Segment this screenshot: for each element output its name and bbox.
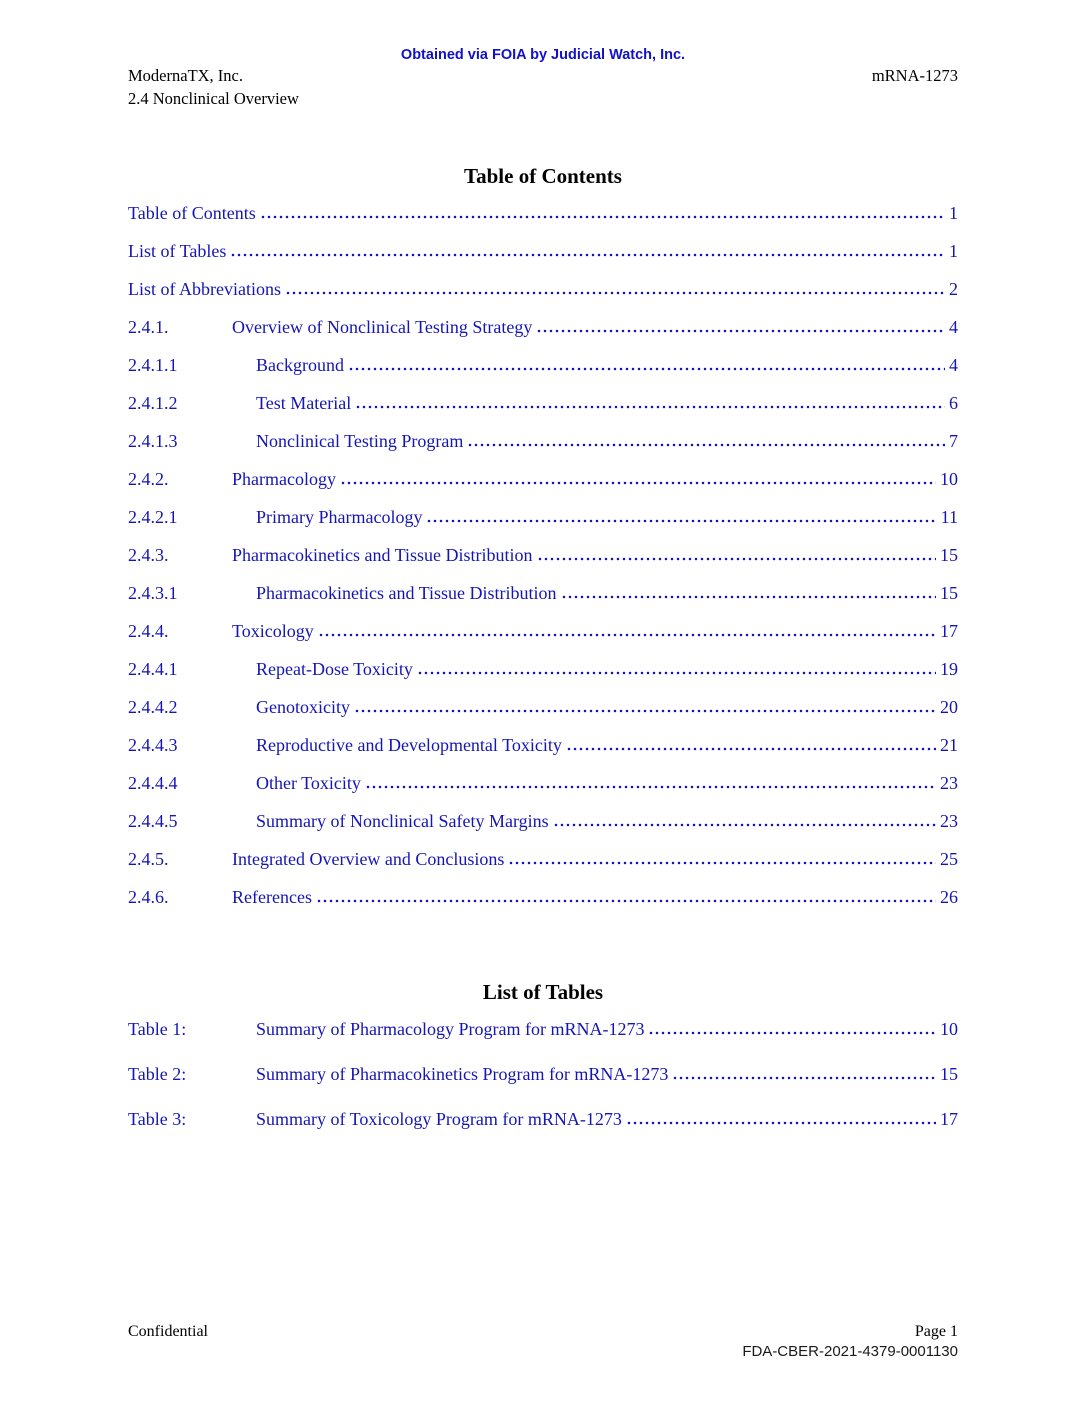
product-code: mRNA-1273 <box>871 66 958 85</box>
toc-entry-page: 11 <box>940 507 958 527</box>
toc-entry-title: Background <box>256 355 344 375</box>
toc-entry-page: 20 <box>940 697 958 717</box>
foia-watermark: Obtained via FOIA by Judicial Watch, Inc. <box>400 47 686 63</box>
page-content <box>128 0 958 1153</box>
toc-entry-number: 2.4.2.1 <box>128 507 178 527</box>
company-name: ModernaTX, Inc. <box>128 66 244 85</box>
toc-entry-number: 2.4.4.4 <box>128 773 178 793</box>
toc-entry-title: Nonclinical Testing Program <box>256 431 464 451</box>
toc-entry[interactable] <box>128 354 958 376</box>
toc-entry[interactable] <box>128 810 958 832</box>
dotted-leader <box>260 215 945 219</box>
lot-entry-page: 10 <box>940 1019 958 1039</box>
toc-entry[interactable] <box>128 316 958 338</box>
dotted-leader <box>553 823 936 827</box>
toc-entry[interactable] <box>128 848 958 870</box>
toc-entry[interactable] <box>128 658 958 680</box>
toc-entry-number: 2.4.1.2 <box>128 393 178 413</box>
dotted-leader <box>561 595 937 599</box>
lot-entry-title: Summary of Pharmacology Program for mRNA-1273 <box>256 1019 645 1039</box>
toc-entry[interactable] <box>128 696 958 718</box>
lot-entry[interactable] <box>128 1108 958 1130</box>
toc-entry-number: 2.4.4.5 <box>128 811 178 831</box>
toc-entry[interactable] <box>128 392 958 414</box>
toc-entry-number: 2.4.5. <box>128 849 169 869</box>
dotted-leader <box>648 1031 936 1035</box>
toc-entry-title: Reproductive and Developmental Toxicity <box>256 735 562 755</box>
toc-entry-page: 25 <box>940 849 958 869</box>
toc-entry-page: 10 <box>940 469 958 489</box>
toc-entry-title: Pharmacology <box>232 469 336 489</box>
toc-heading: Table of Contents <box>464 164 622 188</box>
dotted-leader <box>537 557 937 561</box>
toc-entry[interactable] <box>128 430 958 452</box>
toc-entry-number: 2.4.1.1 <box>128 355 178 375</box>
toc-entry-title: List of Tables <box>128 241 227 261</box>
dotted-leader <box>354 709 936 713</box>
toc-entry-title: Integrated Overview and Conclusions <box>232 849 505 869</box>
toc-entry-title: List of Abbreviations <box>128 279 281 299</box>
dotted-leader <box>417 671 936 675</box>
confidential-label: Confidential <box>128 1323 208 1340</box>
toc-entry-number: 2.4.1.3 <box>128 431 178 451</box>
document-section: 2.4 Nonclinical Overview <box>128 89 299 108</box>
toc-entry-title: Other Toxicity <box>256 773 361 793</box>
toc-entry-title: Repeat-Dose Toxicity <box>256 659 413 679</box>
dotted-leader <box>230 253 945 257</box>
toc-entry-title: References <box>232 887 312 907</box>
toc-entry-page: 6 <box>949 393 958 413</box>
toc-entry[interactable] <box>128 582 958 604</box>
dotted-leader <box>467 443 945 447</box>
toc-entry-number: 2.4.4.3 <box>128 735 178 755</box>
toc-entry-title: Genotoxicity <box>256 697 350 717</box>
lot-entries <box>128 1018 958 1130</box>
dotted-leader <box>426 519 936 523</box>
toc-entry-number: 2.4.6. <box>128 887 169 907</box>
toc-entry[interactable] <box>128 202 958 224</box>
dotted-leader <box>318 633 936 637</box>
toc-entry-page: 26 <box>940 887 958 907</box>
toc-entry-page: 19 <box>940 659 958 679</box>
toc-entry-number: 2.4.4. <box>128 621 169 641</box>
toc-entry-page: 7 <box>949 431 958 451</box>
lot-entry-page: 15 <box>940 1064 958 1084</box>
dotted-leader <box>285 291 945 295</box>
toc-entry-page: 17 <box>940 621 958 641</box>
toc-entry[interactable] <box>128 468 958 490</box>
toc-entry-page: 15 <box>940 545 958 565</box>
lot-heading: List of Tables <box>482 980 604 1004</box>
toc-entry-page: 1 <box>949 203 958 223</box>
dotted-leader <box>316 899 936 903</box>
dotted-leader <box>626 1121 936 1125</box>
page-header <box>128 64 958 87</box>
toc-entry-number: 2.4.4.2 <box>128 697 178 717</box>
toc-entry-title: Primary Pharmacology <box>256 507 423 527</box>
toc-entry-page: 2 <box>949 279 958 299</box>
toc-entry-page: 4 <box>949 355 958 375</box>
toc-entry-page: 23 <box>940 811 958 831</box>
lot-entry-title: Summary of Toxicology Program for mRNA-1273 <box>256 1109 622 1129</box>
toc-entry-title: Table of Contents <box>128 203 256 223</box>
page-number-label: Page 1 <box>914 1323 958 1340</box>
toc-entry-number: 2.4.3. <box>128 545 169 565</box>
lot-entry-number: Table 3: <box>128 1109 187 1129</box>
toc-entry-title: Test Material <box>256 393 352 413</box>
toc-entry-number: 2.4.4.1 <box>128 659 178 679</box>
toc-entry-title: Toxicology <box>232 621 314 641</box>
toc-entry-title: Pharmacokinetics and Tissue Distribution <box>232 545 533 565</box>
toc-entry[interactable] <box>128 544 958 566</box>
toc-entry-number: 2.4.1. <box>128 317 169 337</box>
toc-entry-page: 15 <box>940 583 958 603</box>
lot-entry-title: Summary of Pharmacokinetics Program for mRNA-1273 <box>256 1064 669 1084</box>
toc-entry-title: Pharmacokinetics and Tissue Distribution <box>256 583 557 603</box>
dotted-leader <box>536 329 945 333</box>
toc-entry[interactable] <box>128 620 958 642</box>
lot-entry-number: Table 1: <box>128 1019 187 1039</box>
dotted-leader <box>348 367 945 371</box>
toc-entry-page: 1 <box>949 241 958 261</box>
toc-entry-number: 2.4.3.1 <box>128 583 178 603</box>
toc-entry[interactable] <box>128 278 958 300</box>
page-footer <box>128 1322 958 1361</box>
fda-document-stamp: FDA-CBER-2021-4379-0001130 <box>742 1343 958 1360</box>
toc-entry-page: 23 <box>940 773 958 793</box>
toc-entry[interactable] <box>128 240 958 262</box>
lot-entry[interactable] <box>128 1063 958 1085</box>
toc-entry[interactable] <box>128 886 958 908</box>
dotted-leader <box>508 861 936 865</box>
lot-entry[interactable] <box>128 1018 958 1040</box>
dotted-leader <box>566 747 936 751</box>
toc-entry-title: Summary of Nonclinical Safety Margins <box>256 811 549 831</box>
lot-entry-page: 17 <box>940 1109 958 1129</box>
toc-entry-title: Overview of Nonclinical Testing Strategy <box>232 317 533 337</box>
toc-entries <box>128 202 958 908</box>
lot-entry-number: Table 2: <box>128 1064 187 1084</box>
dotted-leader <box>355 405 945 409</box>
toc-entry[interactable] <box>128 506 958 528</box>
dotted-leader <box>340 481 936 485</box>
toc-entry[interactable] <box>128 734 958 756</box>
toc-entry-page: 4 <box>949 317 958 337</box>
toc-entry-page: 21 <box>940 735 958 755</box>
toc-entry-number: 2.4.2. <box>128 469 169 489</box>
dotted-leader <box>672 1076 936 1080</box>
toc-entry[interactable] <box>128 772 958 794</box>
dotted-leader <box>365 785 936 789</box>
